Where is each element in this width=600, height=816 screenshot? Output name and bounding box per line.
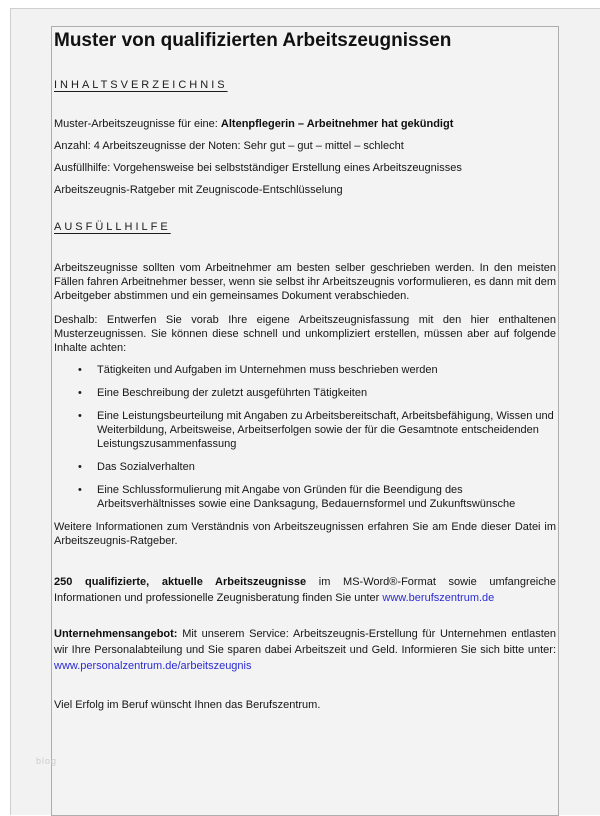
paragraph-weitere-informationen: Weitere Informationen zum Verständnis von Arbeitszeugnissen erfahren Sie am Ende dieser Datei im Arbeitszeugnis-Ratgeber.	[54, 521, 556, 547]
toc-item-bold: Altenpflegerin – Arbeitnehmer hat gekündigt	[220, 118, 454, 130]
bullet-beschreibung: • Eine Beschreibung der zuletzt ausgeführten Tätigkeiten	[54, 386, 556, 400]
toc-item-prefix: Muster-Arbeitszeugnisse für eine:	[54, 118, 221, 130]
promo-bold-text: 250 qualifizierte, aktuelle Arbeitszeugnisse	[54, 576, 307, 588]
document-page	[10, 8, 600, 815]
ausfuellhilfe-heading: AUSFÜLLHILFE	[54, 221, 171, 233]
paragraph-unternehmensangebot	[54, 626, 556, 674]
page-title: Muster von qualifizierten Arbeitszeugnissen	[54, 30, 452, 51]
bullet-leistungsbeurteilung: • Eine Leistungsbeurteilung mit Angaben zu Arbeitsbereitschaft, Arbeitsbefähigung, Wissen und Weiterbildung, Arbeitsweise, Arbeitserfolgen sowie der für die Gesamtnote entscheidenden Leistungszusammenfassung	[54, 409, 556, 451]
promo-text: im MS-Word®-Format sowie umfangreiche Informationen und professionelle Zeugnisberatung finden Sie unter	[54, 576, 556, 604]
offer-text: Mit unserem Service: Arbeitszeugnis-Erstellung für Unternehmen entlasten wir Ihre Personalabteilung und Sie sparen dabei Arbeitszeit und Geld. Informieren Sie sich bitte unter:	[54, 628, 556, 656]
toc-item-ausfuellhilfe: Ausfüllhilfe: Vorgehensweise bei selbstständiger Erstellung eines Arbeitszeugnisses	[54, 162, 462, 174]
bullet-taetigkeiten: • Tätigkeiten und Aufgaben im Unternehmen muss beschrieben werden	[54, 363, 556, 377]
bullet-schlussformulierung: • Eine Schlussformulierung mit Angabe von Gründen für die Beendigung des Arbeitsverhältnisses sowie eine Danksagung, Bedauernsformel und Zukunftswünsche	[54, 483, 556, 511]
paragraph-selber-schreiben: Arbeitszeugnisse sollten vom Arbeitnehmer am besten selber geschrieben werden. In den meisten Fällen fahren Arbeitnehmer besser, wenn sie selbst ihr Arbeitszeugnis vorformulieren, es dann mit dem Arbeitgeber abstimmen und ein gemeinsames Dokument verabschieden.	[54, 262, 556, 302]
berufszentrum-link[interactable]: www.berufszentrum.de	[382, 592, 495, 604]
offer-bold-text: Unternehmensangebot:	[54, 628, 178, 640]
toc-heading: INHALTSVERZEICHNIS	[54, 79, 228, 91]
bullet-sozialverhalten: • Das Sozialverhalten	[54, 460, 556, 474]
content-bullet-list	[54, 363, 556, 511]
paragraph-promo	[54, 574, 556, 606]
watermark: blog	[36, 756, 58, 766]
toc-item-anzahl: Anzahl: 4 Arbeitszeugnisse der Noten: Sehr gut – gut – mittel – schlecht	[54, 140, 404, 152]
text-frame	[51, 26, 559, 816]
personalzentrum-link[interactable]: www.personalzentrum.de/arbeitszeugnis	[54, 660, 252, 672]
paragraph-deshalb: Deshalb: Entwerfen Sie vorab Ihre eigene Arbeitszeugnisfassung mit den hier enthaltenen Musterzeugnissen. Sie können diese schnell und unkompliziert erstellen, müssen aber auf folgende Inhalte achten:	[54, 314, 556, 354]
toc-item-ratgeber: Arbeitszeugnis-Ratgeber mit Zeugniscode-Entschlüsselung	[54, 184, 343, 196]
closing-line: Viel Erfolg im Beruf wünscht Ihnen das Berufszentrum.	[54, 699, 321, 711]
toc-item-muster	[54, 118, 556, 131]
toc-list	[54, 118, 556, 197]
